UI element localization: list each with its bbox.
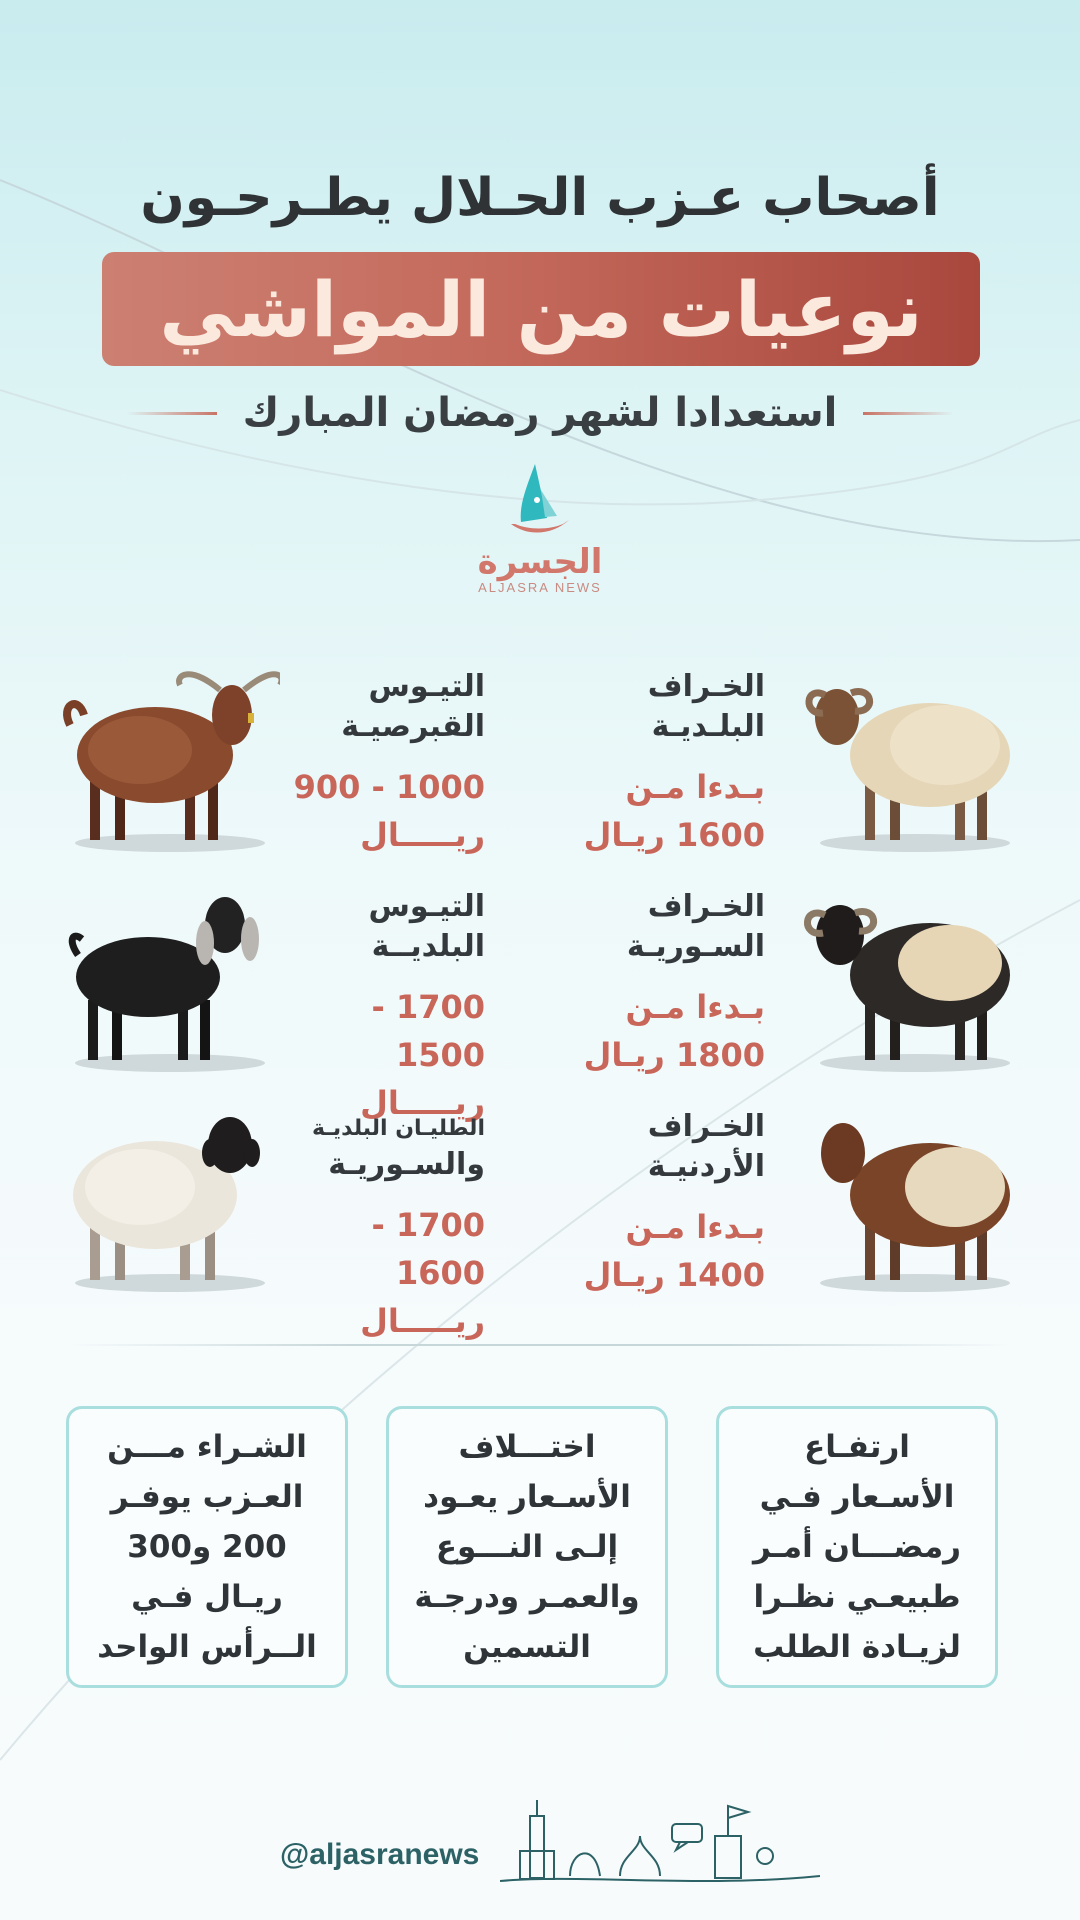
product-card	[520, 1095, 1050, 1295]
product-price-line2: ريـــــال	[360, 816, 485, 854]
product-text	[565, 887, 765, 1079]
product-name-line1: التيـوس	[368, 669, 485, 704]
product-price-line1: 1700 - 1600	[371, 1206, 485, 1292]
product-price-line1: بـدءا مـن	[625, 1208, 765, 1246]
city-skyline-icon	[500, 1796, 820, 1896]
product-price-line2: ريـــــال	[360, 1302, 485, 1340]
product-name-line1: الخـراف	[647, 669, 765, 704]
product-name-line2: البلديــة	[371, 929, 485, 964]
headline-banner	[102, 252, 980, 366]
fact-box	[66, 1406, 348, 1688]
product-name-line2: الأردنيـة	[647, 1149, 765, 1184]
subtitle-rule-left	[127, 412, 217, 415]
fact-box	[716, 1406, 998, 1688]
product-name-line2: البلـديـة	[651, 709, 765, 744]
subtitle-row	[0, 390, 1080, 436]
sailboat-icon	[505, 460, 575, 540]
section-divider	[70, 1344, 1010, 1346]
goat-black-icon	[60, 875, 280, 1075]
product-price-line2: ريـــــال	[360, 1084, 485, 1122]
product-text	[285, 887, 485, 1127]
product-card	[520, 655, 1050, 855]
logo-name-ar: الجسرة	[477, 542, 603, 582]
fact-box	[386, 1406, 668, 1688]
logo-name-en: ALJASRA NEWS	[478, 580, 602, 595]
product-text	[285, 667, 485, 859]
product-price-line1: 1000 - 900	[293, 768, 485, 806]
product-name-line1: الخـراف	[647, 889, 765, 924]
product-price-line1: 1700 - 1500	[371, 988, 485, 1074]
subtitle: استعدادا لشهر رمضان المبارك	[242, 390, 838, 436]
subtitle-rule-right	[863, 412, 953, 415]
product-text	[565, 667, 765, 859]
sheep-brown-icon	[795, 1095, 1015, 1295]
product-text	[565, 1107, 765, 1299]
sheep-white-icon	[60, 1095, 280, 1295]
banner-text: نوعيات من المواشي	[159, 264, 923, 354]
fact-text: ارتفـاع الأسـعار فـي رمضـــان أمـر طبيعـي نظـرا لزيـادة الطلب	[753, 1429, 961, 1665]
product-price-line1: بـدءا مـن	[625, 988, 765, 1026]
product-card	[50, 655, 580, 855]
sheep-beige-icon	[795, 655, 1015, 855]
product-name-line2: والسـوريـة	[328, 1147, 485, 1182]
product-name-line1: الطليـان البلديـة	[311, 1116, 485, 1141]
aljasra-logo	[470, 460, 610, 620]
product-text	[285, 1107, 485, 1345]
social-handle[interactable]: @aljasranews	[280, 1838, 480, 1871]
fact-text: الشـراء مـــن العـزب يوفـر 200 و300 ريـال فـي الــرأس الواحد	[97, 1429, 317, 1665]
goat-brown-icon	[60, 655, 280, 855]
product-price-line1: بـدءا مـن	[625, 768, 765, 806]
product-price-line2: 1400 ريـال	[583, 1256, 765, 1294]
headline-top: أصحاب عـزب الحـلال يطـرحـون	[140, 168, 940, 228]
product-card	[50, 875, 580, 1122]
sheep-blackhead-icon	[795, 875, 1015, 1075]
product-name-line2: القبرصيـة	[341, 709, 485, 744]
product-name-line1: التيـوس	[368, 889, 485, 924]
fact-text: اختـــلاف الأسـعار يعـود إلـى النـــوع والعمـر ودرجـة التسمين	[414, 1429, 640, 1665]
product-name-line1: الخـراف	[647, 1109, 765, 1144]
product-price-line2: 1800 ريـال	[583, 1036, 765, 1074]
product-price-line2: 1600 ريـال	[583, 816, 765, 854]
product-name-line2: السـوريـة	[626, 929, 765, 964]
product-card	[520, 875, 1050, 1075]
product-card	[50, 1095, 580, 1340]
